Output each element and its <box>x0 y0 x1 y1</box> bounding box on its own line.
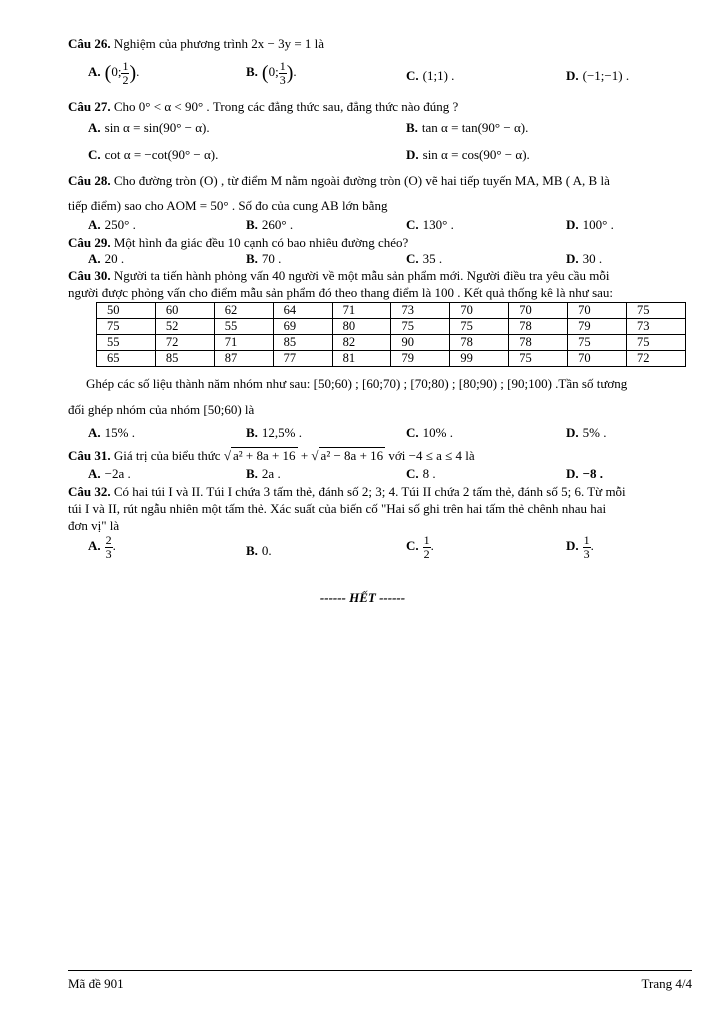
option-c[interactable]: C. 35 . <box>406 251 443 266</box>
table-cell: 50 <box>97 303 156 319</box>
question-30-options <box>88 425 692 441</box>
option-d[interactable]: D. (−1;−1) . <box>566 68 630 83</box>
option-c[interactable]: C. $\frac{1}{2}$ . <box>406 533 434 561</box>
fraction: $\frac{2}{3}$ <box>105 533 112 561</box>
sqrt-icon: √ <box>311 448 319 463</box>
option-d[interactable]: D. sin α = cos(90° − α). <box>406 147 530 162</box>
table-cell: 85 <box>273 335 332 351</box>
option-a[interactable]: A. $\frac{2}{3}$ . <box>88 533 116 561</box>
question-29-text: Một hình đa giác đều 10 cạnh có bao nhiêu đường chéo? <box>113 235 409 250</box>
table-cell: 81 <box>332 351 391 367</box>
question-28-text-line2: tiếp điểm) sao cho AOM = 50° . Số đo của cung AB lớn bằng <box>68 198 388 213</box>
table-cell: 72 <box>627 351 686 367</box>
table-cell: 62 <box>214 303 273 319</box>
option-b[interactable]: B. tan α = tan(90° − α). <box>406 120 529 135</box>
page-number: Trang 4/4 <box>641 976 692 991</box>
table-cell: 80 <box>332 319 391 335</box>
table-cell: 72 <box>155 335 214 351</box>
question-28-label: Câu 28. <box>68 173 111 188</box>
option-d[interactable]: D. $\frac{1}{3}$ . <box>566 533 594 561</box>
table-cell: 75 <box>568 335 627 351</box>
question-32-label: Câu 32. <box>68 484 111 499</box>
table-cell: 55 <box>97 335 156 351</box>
option-c[interactable]: C. 8 . <box>406 466 436 481</box>
option-a[interactable]: A. 15% . <box>88 425 135 440</box>
table-row <box>97 319 686 335</box>
fraction: $\frac{1}{3}$ <box>583 533 590 561</box>
table-cell: 75 <box>391 319 450 335</box>
table-row <box>97 335 686 351</box>
table-cell: 71 <box>332 303 391 319</box>
option-b[interactable]: B. 12,5% . <box>246 425 303 440</box>
fraction: $\frac{1}{3}$ <box>279 59 286 87</box>
question-27-options-row1 <box>88 120 692 138</box>
table-cell: 65 <box>97 351 156 367</box>
question-27-label: Câu 27. <box>68 99 111 114</box>
exam-code: Mã đề 901 <box>68 976 124 991</box>
option-c[interactable]: C. cot α = −cot(90° − α). <box>88 147 219 162</box>
table-cell: 70 <box>568 303 627 319</box>
question-32-line2 <box>68 501 692 517</box>
option-d[interactable]: D. −8 . <box>566 466 604 481</box>
question-26-options <box>88 60 692 94</box>
question-26-text: Nghiệm của phương trình 2x − 3y = 1 là <box>113 36 325 51</box>
question-30-text-line3: Ghép các số liệu thành năm nhóm như sau: [50;60) ; [60;70) ; [70;80) ; [80;90) ; [90;100) .Tần số tương <box>86 376 628 391</box>
table-cell: 70 <box>450 303 509 319</box>
table-row <box>97 303 686 319</box>
table-cell: 78 <box>509 335 568 351</box>
question-27-options-row2 <box>88 147 692 165</box>
question-32-options <box>88 534 692 570</box>
option-b[interactable]: B. (0; $\frac{1}{3}$ ). <box>246 59 297 87</box>
end-marker: ------ HẾT ------ <box>319 590 406 605</box>
question-31-options <box>88 466 692 482</box>
table-cell: 71 <box>214 335 273 351</box>
question-32-text-line1: Có hai túi I và II. Túi I chứa 3 tấm thẻ, đánh số 2; 3; 4. Túi II chứa 2 tấm thẻ, đánh số 5; 6. Từ mỗi <box>113 484 626 499</box>
score-table <box>96 302 686 367</box>
question-27 <box>68 99 692 115</box>
table-cell: 87 <box>214 351 273 367</box>
option-a[interactable]: A. sin α = sin(90° − α). <box>88 120 210 135</box>
option-c[interactable]: C. (1;1) . <box>406 68 455 83</box>
table-cell: 75 <box>627 335 686 351</box>
question-30-line2 <box>68 285 692 301</box>
question-31: Câu 31. Giá trị của biểu thức √ a² + 8a + 16 + √ a² − 8a + 16 với −4 ≤ a ≤ 4 là <box>68 448 475 463</box>
question-32-line3 <box>68 518 692 534</box>
table-cell: 85 <box>155 351 214 367</box>
option-a[interactable]: A. −2a . <box>88 466 131 481</box>
table-cell: 99 <box>450 351 509 367</box>
question-32-text-line2: túi I và II, rút ngẫu nhiên một tấm thẻ. Xác suất của biến cố "Hai số ghi trên hai tấm thẻ chênh nhau hai <box>68 501 607 516</box>
root-1: a² + 8a + 16 <box>232 448 296 463</box>
table-cell: 75 <box>97 319 156 335</box>
table-cell: 55 <box>214 319 273 335</box>
table-cell: 70 <box>509 303 568 319</box>
table-cell: 52 <box>155 319 214 335</box>
fraction: $\frac{1}{2}$ <box>423 533 430 561</box>
question-31-text-pre: Giá trị của biểu thức <box>113 448 221 463</box>
option-b[interactable]: B. 2a . <box>246 466 281 481</box>
question-32-text-line3: đơn vị" là <box>68 518 120 533</box>
table-cell: 78 <box>509 319 568 335</box>
question-28-options <box>88 217 692 233</box>
question-30-line3 <box>86 376 692 392</box>
question-29-options <box>88 251 692 267</box>
table-cell: 75 <box>627 303 686 319</box>
option-a[interactable]: A. (0; $\frac{1}{2}$ ). <box>88 59 140 87</box>
question-30-label: Câu 30. <box>68 268 111 283</box>
question-31-label: Câu 31. <box>68 448 111 463</box>
option-c[interactable]: C. 10% . <box>406 425 453 440</box>
table-cell: 82 <box>332 335 391 351</box>
option-b[interactable]: B. 70 . <box>246 251 282 266</box>
question-29-label: Câu 29. <box>68 235 111 250</box>
question-29 <box>68 235 692 251</box>
question-26-label: Câu 26. <box>68 36 111 51</box>
question-28 <box>68 173 692 189</box>
question-28-text-line1: Cho đường tròn (O) , từ điểm M nằm ngoài đường tròn (O) vẽ hai tiếp tuyến MA, MB ( A, B là <box>113 173 610 188</box>
table-cell: 77 <box>273 351 332 367</box>
question-30 <box>68 268 692 284</box>
table-cell: 79 <box>391 351 450 367</box>
table-cell: 64 <box>273 303 332 319</box>
option-d[interactable]: D. 5% . <box>566 425 607 440</box>
table-cell: 75 <box>509 351 568 367</box>
table-cell: 73 <box>391 303 450 319</box>
question-26 <box>68 36 692 52</box>
question-32 <box>68 484 692 500</box>
table-cell: 79 <box>568 319 627 335</box>
question-30-text-line2: người được phỏng vấn cho điểm mẫu sản phẩm đó theo thang điểm là 100 . Kết quả thống kê là như sau: <box>68 285 614 300</box>
fraction: $\frac{1}{2}$ <box>122 59 129 87</box>
option-b[interactable]: B. 260° . <box>246 217 294 232</box>
question-30-line4 <box>68 402 692 418</box>
option-a[interactable]: A. 250° . <box>88 217 136 232</box>
root-2: a² − 8a + 16 <box>320 448 384 463</box>
option-c[interactable]: C. 130° . <box>406 217 454 232</box>
option-d[interactable]: D. 30 . <box>566 251 603 266</box>
table-cell: 90 <box>391 335 450 351</box>
option-b[interactable]: B. 0. <box>246 543 272 558</box>
question-28-line2 <box>68 198 692 214</box>
question-27-text: Cho 0° < α < 90° . Trong các đẳng thức sau, đẳng thức nào đúng ? <box>113 99 459 114</box>
question-30-text-line1: Người ta tiến hành phỏng vấn 40 người về một mẫu sản phẩm mới. Người điều tra yêu cầu mỗi <box>113 268 610 283</box>
option-a[interactable]: A. 20 . <box>88 251 125 266</box>
question-31-text-post: với −4 ≤ a ≤ 4 là <box>388 448 475 463</box>
option-d[interactable]: D. 100° . <box>566 217 614 232</box>
table-cell: 60 <box>155 303 214 319</box>
table-cell: 73 <box>627 319 686 335</box>
sqrt-icon: √ <box>223 448 231 463</box>
table-cell: 75 <box>450 319 509 335</box>
table-row <box>97 351 686 367</box>
table-cell: 69 <box>273 319 332 335</box>
footer-divider <box>68 970 692 971</box>
table-cell: 70 <box>568 351 627 367</box>
question-30-text-line4: đối ghép nhóm của nhóm [50;60) là <box>68 402 255 417</box>
table-cell: 78 <box>450 335 509 351</box>
